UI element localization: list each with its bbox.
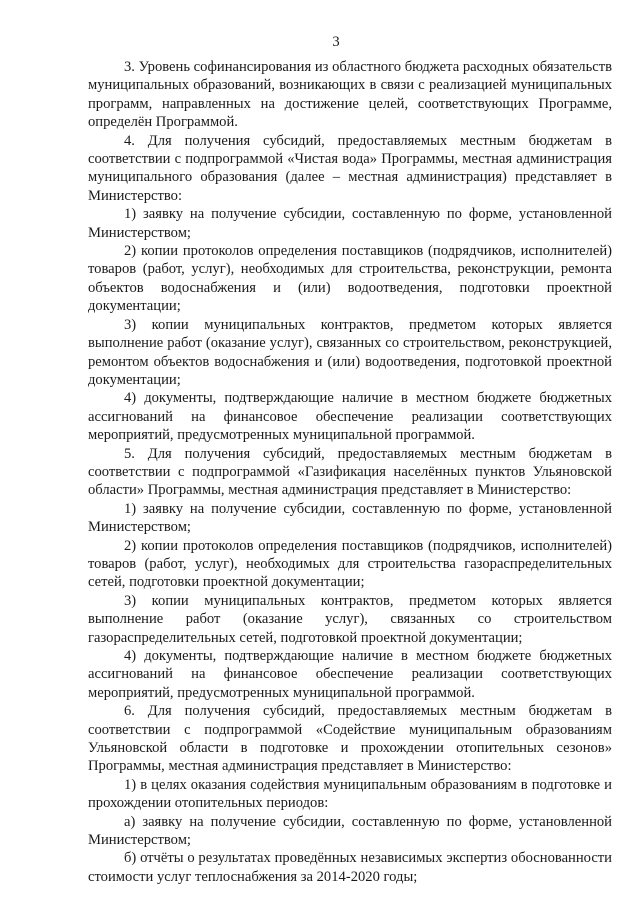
paragraph-6-item-1b: б) отчёты о результатах проведённых независимых экспертиз обоснованности стоимости услуг теплоснабжения за 2014-2020 годы; [88,850,612,885]
document-body [88,58,612,886]
paragraph-3: 3. Уровень софинансирования из областного бюджета расходных обязательств муниципальных образований, возникающих в связи с реализацией муниципальных программ, направленных на достижение целей, соответствующих Программе, определён Программой. [88,59,612,131]
paragraph-5-item-1: 1) заявку на получение субсидии, составленную по форме, установленной Министерством; [88,500,612,536]
paragraph-6: 6. Для получения субсидий, предоставляемых местным бюджетам в соответствии с подпрограммой «Содействие муниципальным образованиям Ульяновской области в подготовке и прохождении отопительных сезонов» Программы, местная администрация представляет в Министерство: [88,703,612,775]
paragraph-4-item-1: 1) заявку на получение субсидии, составленную по форме, установленной Министерством; [88,206,612,241]
paragraph-4: 4. Для получения субсидий, предоставляемых местным бюджетам в соответствии с подпрограммой «Чистая вода» Программы, местная администрация муниципального образования (далее – местная администрация) представляет в Министерство: [88,132,612,204]
page-number: 3 [332,34,340,50]
paragraph-5: 5. Для получения субсидий, предоставляемых местным бюджетам в соответствии с подпрограммой «Газификация населённых пунктов Ульяновской области» Программы, местная администрация представляет в Министерство: [88,445,612,499]
paragraph-4-item-3: 3) копии муниципальных контрактов, предметом которых является выполнение работ (оказание услуг), связанных со строительством, реконструкцией, ремонтом объектов водоснабжения и (или) водоотведения, подготовкой проектной документации; [88,316,612,388]
paragraph-5-item-3: 3) копии муниципальных контрактов, предметом которых является выполнение работ (оказание услуг), связанных со строительством газораспределительных сетей, подготовкой проектной документации; [88,592,612,646]
paragraph-4-item-4: 4) документы, подтверждающие наличие в местном бюджете бюджетных ассигнований на финансовое обеспечение реализации соответствующих мероприятий, предусмотренных муниципальной программой. [88,390,612,444]
paragraph-5-item-2: 2) копии протоколов определения поставщиков (подрядчиков, исполнителей) товаров (работ, услуг), необходимых для строительства газораспределительных сетей, подготовки проектной документации; [88,537,612,591]
paragraph-5-item-4: 4) документы, подтверждающие наличие в местном бюджете бюджетных ассигнований на финансовое обеспечение реализации соответствующих мероприятий, предусмотренных муниципальной программой. [88,648,612,701]
paragraph-6-item-1: 1) в целях оказания содействия муниципальным образованиям в подготовке и прохождении отопительных периодов: [88,776,612,812]
paragraph-4-item-2: 2) копии протоколов определения поставщиков (подрядчиков, исполнителей) товаров (работ, услуг), необходимых для строительства, реконструкции, ремонта объектов водоснабжения и (или) водоотведения, подготовки проектной документации; [88,243,612,315]
paragraph-6-item-1a: а) заявку на получение субсидии, составленную по форме, установленной Министерством; [88,813,612,849]
